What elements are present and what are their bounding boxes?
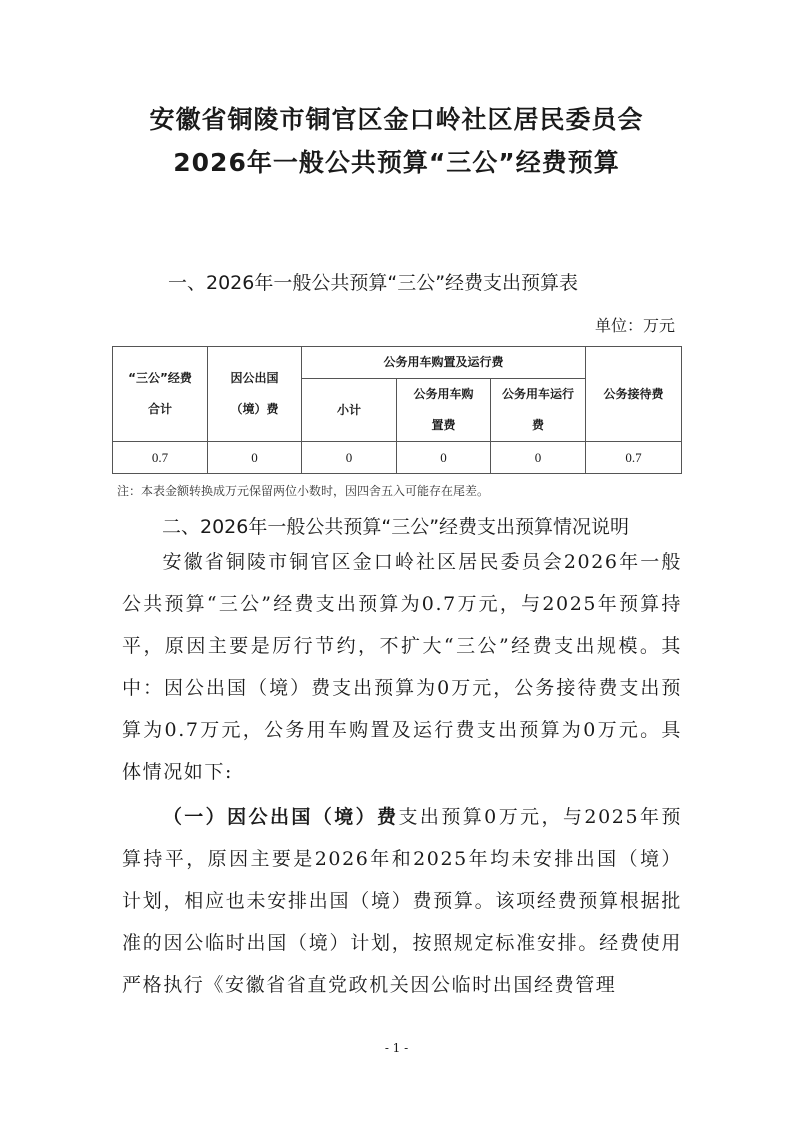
cell-vehicle-subtotal: 0 xyxy=(302,442,397,474)
header-vehicle-purchase: 公务用车购置费 xyxy=(397,379,491,442)
page-number: - 1 - xyxy=(384,1041,409,1055)
table-note: 注：本表金额转换成万元保留两位小数时，因四舍五入可能存在尾差。 xyxy=(117,484,490,498)
document-title-line1: 安徽省铜陵市铜官区金口岭社区居民委员会 xyxy=(149,105,644,134)
unit-label: 单位：万元 xyxy=(594,316,675,335)
paragraph-overseas xyxy=(122,796,682,1006)
section1-heading: 一、2026年一般公共预算“三公”经费支出预算表 xyxy=(168,272,579,294)
cell-vehicle-purchase: 0 xyxy=(397,442,491,474)
header-vehicle-subtotal: 小计 xyxy=(302,379,397,442)
header-reception: 公务接待费 xyxy=(586,347,682,442)
table-row xyxy=(113,442,682,474)
section2-heading: 二、2026年一般公共预算“三公”经费支出预算情况说明 xyxy=(162,516,630,538)
header-overseas: 因公出国（境）费 xyxy=(208,347,302,442)
cell-overseas: 0 xyxy=(208,442,302,474)
header-vehicle-group: 公务用车购置及运行费 xyxy=(302,347,586,379)
paragraph-overseas-text: 支出预算0万元，与2025年预算持平，原因主要是2026年和2025年均未安排出国（境）计划，相应也未安排出国（境）费预算。该项经费预算根据批准的因公临时出国（境）计划，按照规定标准安排。经费使用严格执行《安徽省省直党政机关因公临时出国经费管理 xyxy=(122,806,682,996)
paragraph-summary-text: 安徽省铜陵市铜官区金口岭社区居民委员会2026年一般公共预算“三公”经费支出预算为0.7万元，与2025年预算持平，原因主要是厉行节约，不扩大“三公”经费支出规模。其中：因公出国（境）费支出预算为0万元，公务接待费支出预算为0.7万元，公务用车购置及运行费支出预算为0万元。具体情况如下: xyxy=(122,551,682,783)
header-vehicle-operation: 公务用车运行费 xyxy=(491,379,586,442)
cell-vehicle-operation: 0 xyxy=(491,442,586,474)
cell-total: 0.7 xyxy=(113,442,208,474)
cell-reception: 0.7 xyxy=(586,442,682,474)
header-total: “三公”经费合计 xyxy=(113,347,208,442)
paragraph-summary xyxy=(122,541,682,793)
paragraph-overseas-heading: （一）因公出国（境）费 xyxy=(162,806,399,828)
document-title-line2: 2026年一般公共预算“三公”经费预算 xyxy=(173,148,620,177)
budget-table xyxy=(112,346,682,474)
